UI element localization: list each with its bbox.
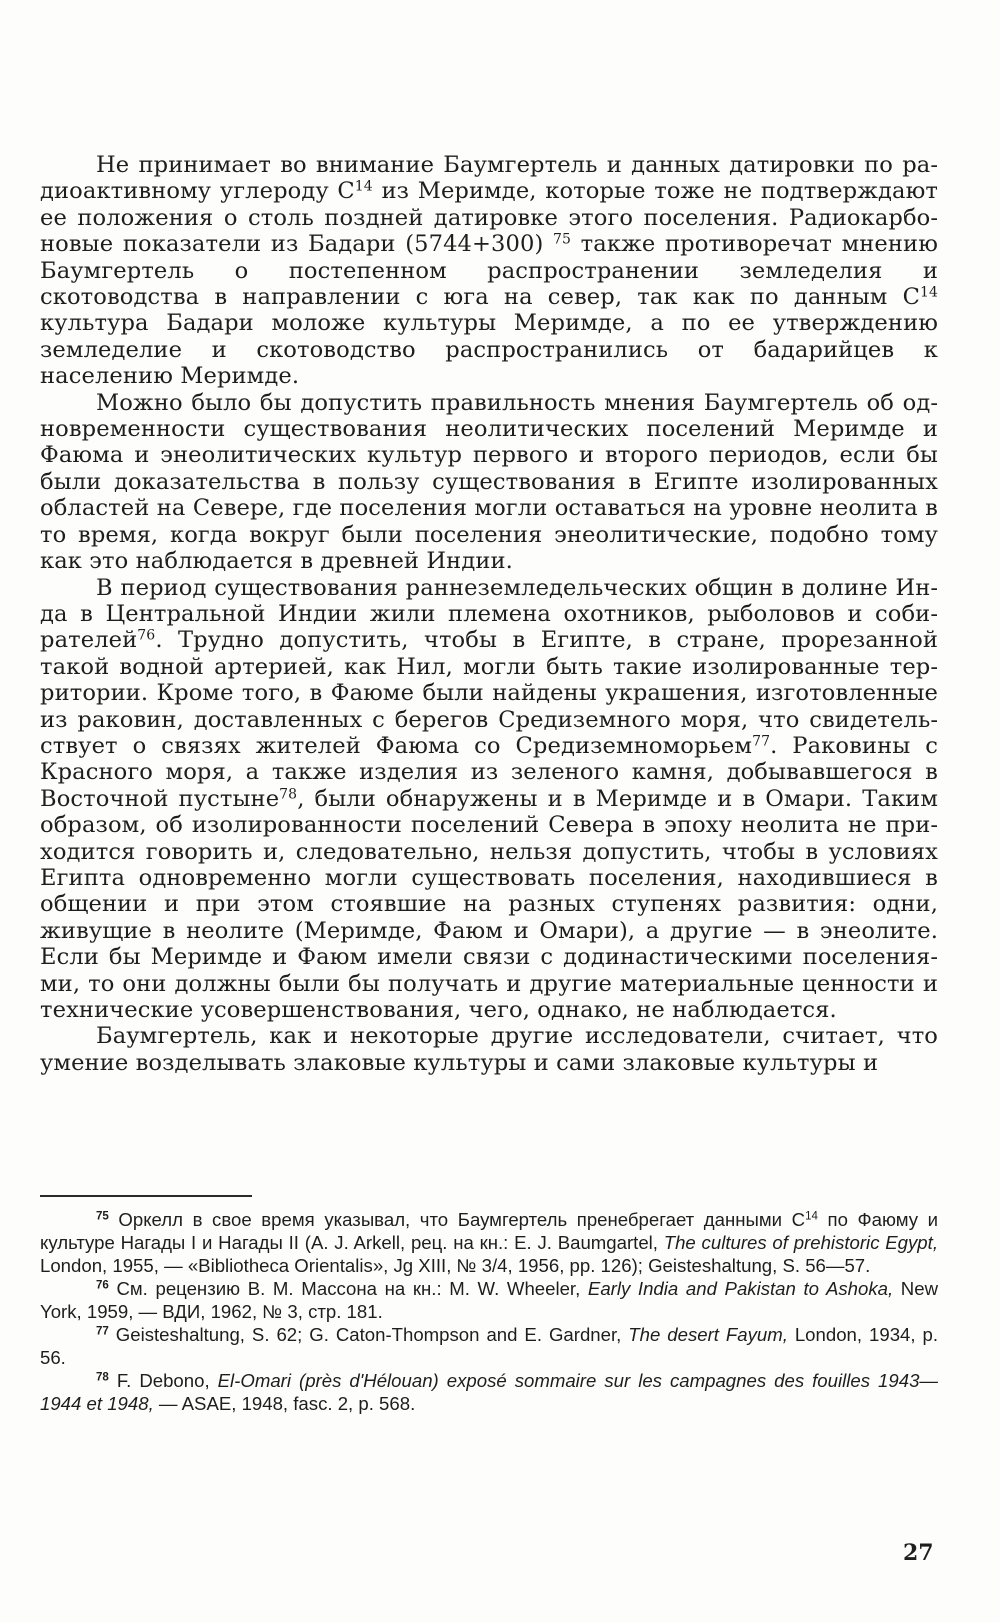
footnote-number: 76 [96, 1279, 109, 1292]
page-number: 27 [903, 1540, 934, 1566]
footnote-number: 77 [96, 1325, 109, 1338]
footnote-text: London, 1934, p. 56. [40, 1324, 939, 1368]
footnote-ref-76[interactable]: 76 [137, 627, 156, 644]
paragraph-4: Баумгертель, как и некоторые другие исследователи, считает, что умение возделывать злаковые культуры и сами злаковые культуры и [40, 1023, 938, 1076]
paragraph-3-text: . Трудно допустить, чтобы в Египте, в стране, прорезанной такой водной артерией, как Нил, могли быть такие изолированные территории. Кроме того, в Фаюме были найдены украшения, изготовленные из раковин, доставленных с берегов Средиземного моря, что свидетельствует о связях жителей Фаюма со Средиземноморьем [40, 627, 938, 759]
footnote-number: 75 [96, 1210, 109, 1223]
footnote-ref-77[interactable]: 77 [752, 733, 771, 750]
footnote-78 [40, 1369, 938, 1415]
footnote-number: 78 [96, 1371, 109, 1384]
footnote-77 [40, 1323, 938, 1369]
paragraph-1-text: Не принимает во внимание Баумгертель и данных датировки по радиоактивному углероду С [40, 152, 938, 205]
paragraph-1-text: также противоречат мнению Баумгертель о постепенном распространении земледелия и скотоводства в направлении с юга на север, так как по данным С [40, 231, 938, 311]
footnote-75 [40, 1208, 938, 1277]
paragraph-1-text: из Меримде, которые тоже не подтверждают ее положения о столь поздней датировке этого поселения. Радиокарбоновые показатели из Бадари (5744+300) [40, 178, 938, 258]
paragraph-2: Можно было бы допустить правильность мнения Баумгертель об одновременности существования неолитических поселений Меримде и Фаюма и энеолитических культур первого и второго периодов, если бы были доказательства в пользу существования в Египте изолированных областей на Севере, где поселения могли оставаться на уровне неолита в то время, когда вокруг были поселения энеолитические, подобно тому как это наблюдается в древней Индии. [40, 389, 938, 575]
footnotes [40, 1208, 938, 1415]
footnote-text: London, 1955, — «Bibliotheca Orientalis», Jg XIII, № 3/4, 1956, pp. 126); Geisteshaltung, S. 56—57. [40, 1255, 871, 1276]
book-title: The cultures of prehistoric Egypt, [663, 1232, 938, 1253]
footnote-text: — ASAE, 1948, fasc. 2, p. 568. [153, 1393, 416, 1414]
paragraph-3-text: . Раковины с Красного моря, а также изделия из зеленого камня, добывавшегося в Восточной пустыне [40, 732, 938, 812]
book-title: The desert Fayum, [628, 1324, 788, 1345]
footnote-ref-75[interactable]: 75 [553, 231, 572, 248]
footnote-text: Оркелл в свое время указывал, что Баумгертель пренебрегает данными С [108, 1209, 806, 1230]
book-title: El-Omari (près d'Hélouan) exposé sommaire sur les campagnes des fouilles 1943—1944 et 1948, [40, 1370, 939, 1414]
paragraph-3-text: , были обнаружены и в Меримде и в Омари. Таким образом, об изолированности поселений Севера в эпоху неолита не приходится говорить и, следовательно, нельзя допустить, чтобы в условиях Египта одновременно могли существовать поселения, находившиеся в общении и при этом стоявшие на разных ступенях развития: одни, живущие в неолите (Меримде, Фаюм и Омари), а другие — в энеолите. Если бы Меримде и Фаюм имели связи с додинастическими поселениями, то они должны были бы получать и другие материальные ценности и технические усовершенствования, чего, однако, не наблюдается. [40, 785, 939, 1023]
superscript: 14 [354, 178, 373, 195]
paragraph-3-text: В период существования раннеземледельческих общин в долине Инда в Центральной Индии жили племена охотников, рыболовов и собирателей [40, 574, 938, 654]
footnote-76 [40, 1277, 938, 1323]
superscript: 14 [919, 284, 938, 301]
footnote-text: Geisteshaltung, S. 62; G. Caton-Thompson and E. Gardner, [108, 1324, 629, 1345]
footnote-text: по Фаюму и культуре Нагады I и Нагады II (A. J. Arkell, рец. на кн.: E. J. Baumgartel, [40, 1209, 939, 1253]
superscript: 14 [805, 1210, 818, 1223]
footnote-ref-78[interactable]: 78 [279, 786, 298, 803]
footnote-divider [40, 1195, 252, 1197]
footnote-text: См. рецензию В. М. Массона на кн.: M. W. Wheeler, [108, 1278, 588, 1299]
footnote-text: New York, 1959, — ВДИ, 1962, № 3, стр. 181. [40, 1278, 938, 1322]
paragraph-1 [40, 152, 938, 390]
book-title: Early India and Pakistan to Ashoka, [587, 1278, 894, 1299]
footnote-text: F. Debono, [108, 1370, 218, 1391]
main-text [40, 152, 938, 1076]
paragraph-1-text: культура Бадари моложе культуры Меримде, а по ее утверждению земледелие и скотоводство распространились от бадарийцев к населению Меримде. [40, 310, 938, 390]
paragraph-3 [40, 575, 938, 1024]
